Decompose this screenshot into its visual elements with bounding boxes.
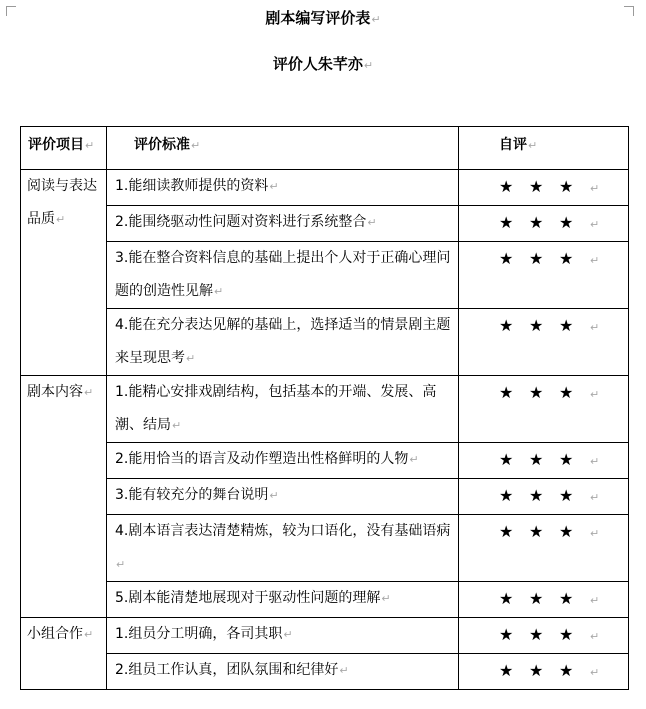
criterion-text: 3.能有较充分的舞台说明 — [115, 487, 269, 503]
criterion-text: 2.能围绕驱动性问题对资料进行系统整合 — [115, 214, 367, 230]
star-icon: ★ — [499, 486, 514, 505]
criterion-text: 5.剧本能清楚地展现对于驱动性问题的理解 — [115, 590, 381, 606]
paragraph-mark-icon: ↵ — [590, 527, 600, 540]
evaluation-table — [20, 126, 629, 690]
paragraph-mark-icon: ↵ — [590, 182, 600, 195]
paragraph-mark-icon: ↵ — [84, 386, 94, 399]
paragraph-mark-icon: ↵ — [116, 558, 126, 571]
paragraph-mark-icon: ↵ — [590, 630, 600, 643]
header-self-evaluation: 自评↵ — [459, 127, 629, 170]
self-evaluation-cell — [459, 515, 629, 582]
criterion-text: 4.剧本语言表达清楚精炼，较为口语化，没有基础语病 — [115, 523, 451, 539]
evaluator-line — [0, 53, 646, 74]
category-cell — [21, 170, 107, 376]
table-row — [21, 443, 629, 479]
star-icon: ★ — [529, 177, 544, 196]
criterion-text: 2.能用恰当的语言及动作塑造出性格鲜明的人物 — [115, 451, 409, 467]
star-icon: ★ — [529, 249, 544, 268]
star-icon: ★ — [559, 450, 574, 469]
category-label: 剧本内容 — [27, 384, 83, 400]
paragraph-mark-icon: ↵ — [283, 628, 293, 641]
star-icon: ★ — [559, 316, 574, 335]
criterion-cell — [107, 309, 459, 376]
table-row — [21, 515, 629, 582]
paragraph-mark-icon: ↵ — [339, 664, 349, 677]
criterion-text: 1.能精心安排戏剧结构，包括基本的开端、发展、高潮、结局 — [115, 384, 437, 433]
star-icon: ★ — [499, 177, 514, 196]
table-row — [21, 170, 629, 206]
paragraph-mark-icon: ↵ — [85, 139, 95, 152]
table-row — [21, 582, 629, 618]
star-icon: ★ — [499, 625, 514, 644]
paragraph-mark-icon: ↵ — [172, 419, 182, 432]
table-row — [21, 206, 629, 242]
star-icon: ★ — [559, 661, 574, 680]
self-evaluation-cell — [459, 170, 629, 206]
paragraph-mark-icon: ↵ — [590, 388, 600, 401]
self-evaluation-cell — [459, 242, 629, 309]
star-icon: ★ — [559, 625, 574, 644]
criterion-cell — [107, 479, 459, 515]
star-icon: ★ — [499, 522, 514, 541]
header-item: 评价项目↵ — [21, 127, 107, 170]
criterion-cell — [107, 515, 459, 582]
paragraph-mark-icon: ↵ — [590, 321, 600, 334]
paragraph-mark-icon: ↵ — [409, 453, 419, 466]
star-icon: ★ — [499, 450, 514, 469]
table-header-row — [21, 127, 629, 170]
self-evaluation-cell — [459, 582, 629, 618]
paragraph-mark-icon: ↵ — [590, 218, 600, 231]
paragraph-mark-icon: ↵ — [528, 139, 538, 152]
star-icon: ★ — [499, 213, 514, 232]
self-evaluation-cell — [459, 479, 629, 515]
star-icon: ★ — [529, 383, 544, 402]
star-icon: ★ — [529, 450, 544, 469]
criterion-cell — [107, 242, 459, 309]
self-evaluation-cell — [459, 376, 629, 443]
table-row — [21, 618, 629, 654]
paragraph-mark-icon: ↵ — [371, 13, 381, 26]
criterion-cell — [107, 206, 459, 242]
self-evaluation-cell — [459, 618, 629, 654]
paragraph-mark-icon: ↵ — [590, 594, 600, 607]
table-row — [21, 654, 629, 690]
evaluator-text: 评价人朱芊亦 — [272, 55, 363, 73]
category-label: 小组合作 — [27, 626, 83, 642]
self-evaluation-cell — [459, 443, 629, 479]
criterion-cell — [107, 618, 459, 654]
paragraph-mark-icon: ↵ — [269, 180, 279, 193]
star-icon: ★ — [529, 486, 544, 505]
star-icon: ★ — [529, 589, 544, 608]
paragraph-mark-icon: ↵ — [590, 455, 600, 468]
star-icon: ★ — [529, 661, 544, 680]
star-icon: ★ — [559, 249, 574, 268]
self-evaluation-cell — [459, 206, 629, 242]
criterion-text: 2.组员工作认真，团队氛围和纪律好 — [115, 662, 339, 678]
paragraph-mark-icon: ↵ — [381, 592, 391, 605]
star-icon: ★ — [499, 249, 514, 268]
paragraph-mark-icon: ↵ — [56, 213, 66, 226]
star-icon: ★ — [499, 316, 514, 335]
criterion-cell — [107, 170, 459, 206]
paragraph-mark-icon: ↵ — [367, 216, 377, 229]
criterion-text: 1.能细读教师提供的资料 — [115, 178, 269, 194]
category-cell — [21, 618, 107, 690]
paragraph-mark-icon: ↵ — [186, 352, 196, 365]
star-icon: ★ — [559, 383, 574, 402]
paragraph-mark-icon: ↵ — [191, 139, 201, 152]
table-row — [21, 479, 629, 515]
star-icon: ★ — [559, 589, 574, 608]
header-criteria: 评价标准↵ — [107, 127, 459, 170]
table-row — [21, 376, 629, 443]
criterion-text: 4.能在充分表达见解的基础上，选择适当的情景剧主题来呈现思考 — [115, 317, 451, 366]
star-icon: ★ — [499, 589, 514, 608]
star-icon: ★ — [559, 486, 574, 505]
paragraph-mark-icon: ↵ — [214, 285, 224, 298]
document-title — [0, 7, 646, 28]
paragraph-mark-icon: ↵ — [590, 666, 600, 679]
category-label: 阅读与表达品质 — [27, 178, 97, 227]
paragraph-mark-icon: ↵ — [590, 491, 600, 504]
star-icon: ★ — [499, 383, 514, 402]
star-icon: ★ — [559, 213, 574, 232]
paragraph-mark-icon: ↵ — [269, 489, 279, 502]
criterion-cell — [107, 654, 459, 690]
criterion-cell — [107, 376, 459, 443]
star-icon: ★ — [529, 625, 544, 644]
star-icon: ★ — [559, 522, 574, 541]
self-evaluation-cell — [459, 309, 629, 376]
star-icon: ★ — [529, 522, 544, 541]
paragraph-mark-icon: ↵ — [84, 628, 94, 641]
criterion-text: 3.能在整合资料信息的基础上提出个人对于正确心理问题的创造性见解 — [115, 250, 451, 299]
category-cell — [21, 376, 107, 618]
criterion-cell — [107, 582, 459, 618]
table-row — [21, 242, 629, 309]
star-icon: ★ — [529, 316, 544, 335]
star-icon: ★ — [499, 661, 514, 680]
criterion-text: 1.组员分工明确，各司其职 — [115, 626, 283, 642]
self-evaluation-cell — [459, 654, 629, 690]
star-icon: ★ — [559, 177, 574, 196]
criterion-cell — [107, 443, 459, 479]
star-icon: ★ — [529, 213, 544, 232]
document-title-text: 剧本编写评价表 — [265, 9, 371, 27]
paragraph-mark-icon: ↵ — [363, 59, 374, 72]
table-row — [21, 309, 629, 376]
paragraph-mark-icon: ↵ — [590, 254, 600, 267]
